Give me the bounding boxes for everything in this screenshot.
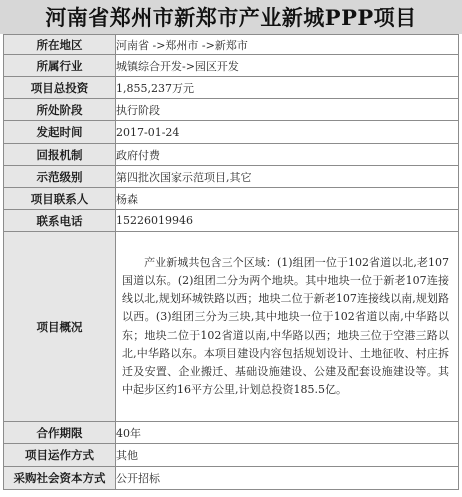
- total-investment-label: 项目总投资: [4, 77, 116, 99]
- return-mechanism-value: 政府付费: [116, 144, 459, 166]
- stage-value: 执行阶段: [116, 99, 459, 121]
- return-mechanism-label: 回报机制: [4, 144, 116, 166]
- cooperation-period-value: 40年: [116, 422, 459, 444]
- launch-date-value: 2017-01-24: [116, 121, 459, 144]
- cooperation-period-label: 合作期限: [4, 422, 116, 444]
- contact-person-value: 杨森: [116, 188, 459, 210]
- table-row: [4, 77, 459, 99]
- overview-label: 项目概况: [4, 232, 116, 422]
- industry-label: 所属行业: [4, 55, 116, 77]
- stage-label: 所处阶段: [4, 99, 116, 121]
- table-row: [4, 144, 459, 166]
- table-row: [4, 188, 459, 210]
- table-row: [4, 444, 459, 467]
- table-row: [4, 210, 459, 232]
- overview-text: 产业新城共包含三个区域：(1)组团一位于102省道以北,老107国道以东。(2)组团二分为两个地块。其中地块一位于新老107连接线以北,规划环城铁路以西；地块二位于新老107连接线以南,规划路以西。(3)组团三分为三块,其中地块一位于102省道以南,中华路以东；地块二位于102省道以南,中华路以西；地块三位于空港三路以北,中华路以东。本项目建设内容包括规划设计、土地征收、村庄拆迁及安置、企业搬迁、基础设施建设、公建及配套设施建设等。其中起步区约16平方公里,计划总投资185.5亿。: [122, 255, 449, 397]
- procurement-method-value: 公开招标: [116, 467, 459, 490]
- industry-value: 城镇综合开发->园区开发: [116, 55, 459, 77]
- table-row: [4, 121, 459, 144]
- demo-level-label: 示范级别: [4, 166, 116, 188]
- table-row: [4, 232, 459, 422]
- operation-mode-label: 项目运作方式: [4, 444, 116, 467]
- table-row: [4, 55, 459, 77]
- contact-phone-label: 联系电话: [4, 210, 116, 232]
- contact-person-label: 项目联系人: [4, 188, 116, 210]
- page-title: 河南省郑州市新郑市产业新城PPP项目: [0, 0, 462, 34]
- table-row: [4, 35, 459, 55]
- contact-phone-value: 15226019946: [116, 210, 459, 232]
- operation-mode-value: 其他: [116, 444, 459, 467]
- total-investment-value: 1,855,237万元: [116, 77, 459, 99]
- table-row: [4, 467, 459, 490]
- region-label: 所在地区: [4, 35, 116, 55]
- region-value: 河南省 ->郑州市 ->新郑市: [116, 35, 459, 55]
- launch-date-label: 发起时间: [4, 121, 116, 144]
- demo-level-value: 第四批次国家示范项目,其它: [116, 166, 459, 188]
- table-row: [4, 99, 459, 121]
- table-row: [4, 422, 459, 444]
- table-row: [4, 166, 459, 188]
- procurement-method-label: 采购社会资本方式: [4, 467, 116, 490]
- overview-cell: [116, 232, 459, 422]
- project-info-table: [3, 34, 459, 490]
